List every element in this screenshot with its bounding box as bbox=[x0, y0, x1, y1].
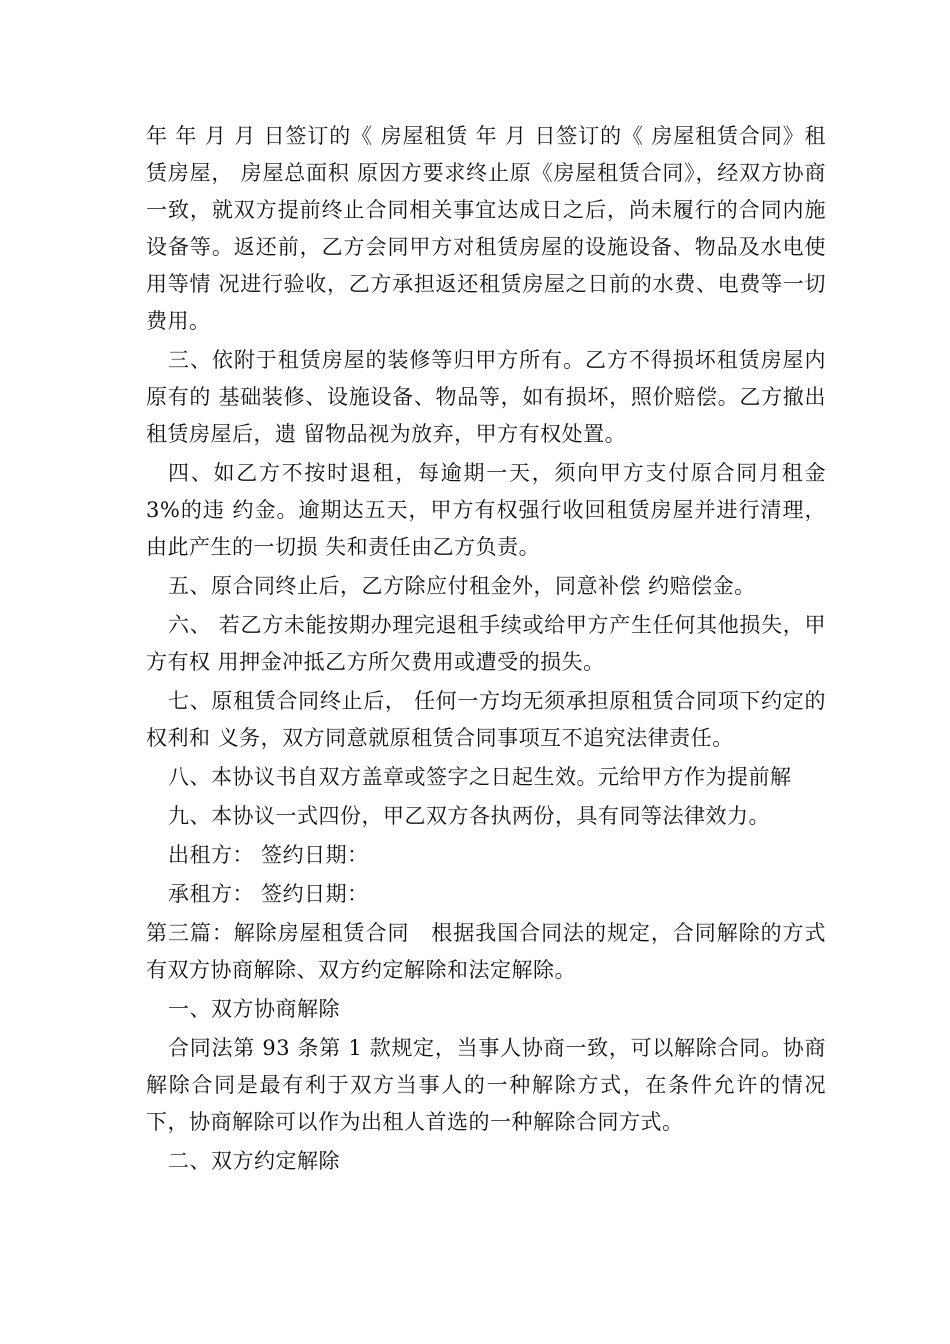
clause-5-paragraph: 五、原合同终止后，乙方除应付租金外，同意补偿 约赔偿金。 bbox=[168, 574, 756, 598]
clause-7-paragraph: 七、原租赁合同终止后， 任何一方均无须承担原租赁合同项下约定的权利和 义务，双方同意就原租赁合同事项互不追究法律责任。 bbox=[146, 689, 826, 750]
lessee-signature-line: 承租方： 签约日期： bbox=[168, 882, 369, 906]
part-3-item-1-body: 合同法第 93 条第 1 款规定，当事人协商一致，可以解除合同。协商解除合同是最有利于双方当事人的一种解除方式，在条件允许的情况下，协商解除可以作为出租人首选的一种解除合同方式。 bbox=[146, 1036, 826, 1134]
clause-6-paragraph: 六、 若乙方未能按期办理完退租手续或给甲方产生任何其他损失，甲方有权 用押金冲抵乙方所欠费用或遭受的损失。 bbox=[146, 613, 826, 674]
clause-9-paragraph: 九、本协议一式四份，甲乙双方各执两份，具有同等法律效力。 bbox=[168, 804, 770, 828]
intro-paragraph: 年 年 月 月 日签订的《 房屋租赁 年 月 日签订的《 房屋租赁合同》租赁房屋， 房屋总面积 原因方要求终止原《房屋租赁合同》，经双方协商一致，就双方提前终止合同相关事宜达成日之后，尚未履行的合同内施设备等。返还前，乙方会同甲方对租赁房屋的设施设备、物品及水电使用等情 况进行验收，乙方承担返还租赁房屋之日前的水费、电费等一切费用。 bbox=[146, 124, 826, 333]
lessor-signature-line: 出租方： 签约日期： bbox=[168, 843, 369, 867]
clause-3-paragraph: 三、依附于租赁房屋的装修等归甲方所有。乙方不得损坏租赁房屋内原有的 基础装修、设施设备、物品等，如有损坏，照价赔偿。乙方撤出租赁房屋后，遗 留物品视为放弃，甲方有权处置。 bbox=[146, 348, 826, 446]
document-body bbox=[146, 118, 826, 1182]
part-3-item-1-heading: 一、双方协商解除 bbox=[168, 997, 340, 1021]
part-3-heading-paragraph: 第三篇：解除房屋租赁合同 根据我国合同法的规定，合同解除的方式有双方协商解除、双方约定解除和法定解除。 bbox=[146, 921, 826, 982]
clause-4-paragraph: 四、如乙方不按时退租，每逾期一天，须向甲方支付原合同月租金 3%的违 约金。逾期达五天，甲方有权强行收回租赁房屋并进行清理，由此产生的一切损 失和责任由乙方负责。 bbox=[146, 461, 826, 559]
part-3-item-2-heading: 二、双方约定解除 bbox=[168, 1149, 340, 1173]
clause-8-paragraph: 八、本协议书自双方盖章或签字之日起生效。元给甲方作为提前解 bbox=[168, 765, 792, 789]
